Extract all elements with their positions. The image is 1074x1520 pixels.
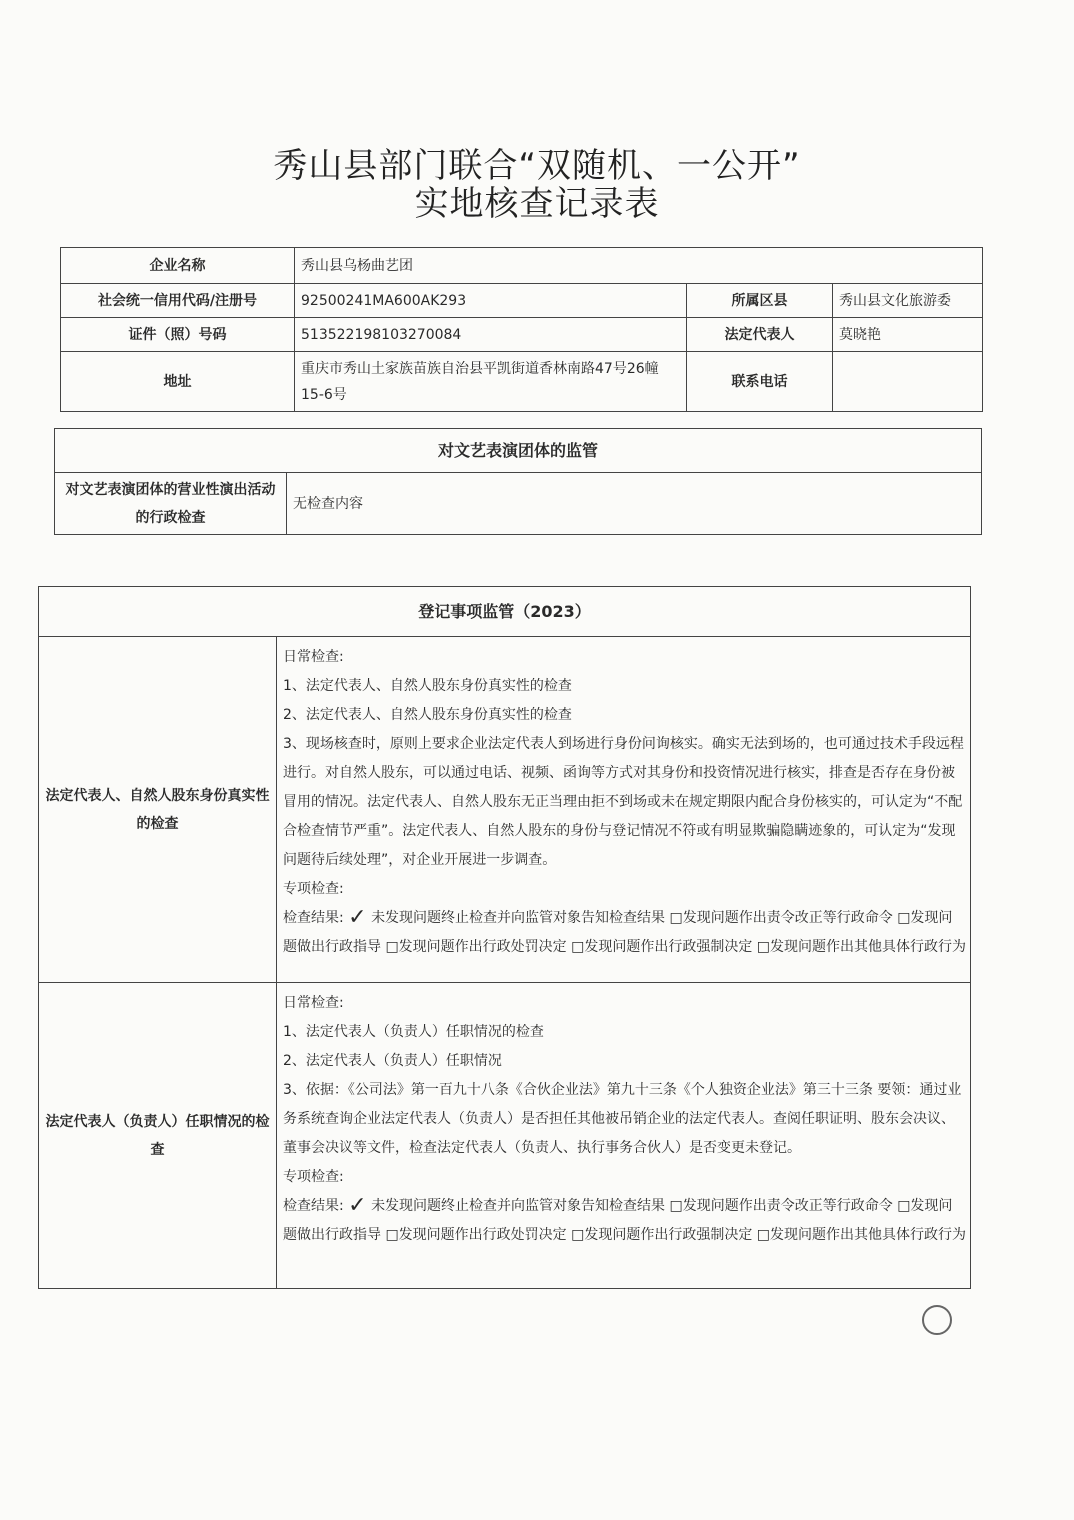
address-value: 重庆市秀山土家族苗族自治县平凯街道香林南路47号26幢15-6号 <box>295 352 687 412</box>
special-check-label: 专项检查: <box>283 1169 344 1185</box>
daily-check-label: 日常检查: <box>283 995 344 1011</box>
address-label: 地址 <box>61 352 295 412</box>
check-point: 1、法定代表人、自然人股东身份真实性的检查 <box>283 678 572 694</box>
identity-check-label: 法定代表人、自然人股东身份真实性的检查 <box>39 637 277 983</box>
check-result-label: 检查结果: <box>283 910 344 926</box>
check-result <box>283 904 966 962</box>
check-point: 3、现场核查时，原则上要求企业法定代表人到场进行身份问询核实。确实无法到场的，也可通过技术手段远程进行。对自然人股东，可以通过电话、视频、函询等方式对其身份和投资情况进行核实，排查是否存在身份被冒用的情况。法定代表人、自然人股东无正当理由拒不到场或未在规定期限内配合身份核实的，可认定为“不配合检查情节严重”。法定代表人、自然人股东的身份与登记情况不符或有明显欺骗隐瞒迹象的，可认定为“发现问题待后续处理”，对企业开展进一步调查。 <box>283 736 964 868</box>
performance-supervision-table <box>54 428 982 535</box>
district-value: 秀山县文化旅游委 <box>833 284 983 318</box>
section2-title: 登记事项监管（2023） <box>39 587 971 637</box>
section1-title: 对文艺表演团体的监管 <box>55 429 982 473</box>
check-result <box>283 1192 966 1250</box>
check-result-label: 检查结果: <box>283 1198 344 1214</box>
check-mark-icon: ✓ <box>348 1193 367 1218</box>
enterprise-name-value: 秀山县乌杨曲艺团 <box>295 248 983 284</box>
identity-check-content <box>277 637 971 983</box>
round-seal-icon <box>922 1305 952 1335</box>
document-title-line2: 实地核查记录表 <box>414 184 660 224</box>
check-point: 3、依据：《公司法》第一百九十八条《合伙企业法》第九十三条《个人独资企业法》第三十三条 要领：通过业务系统查询企业法定代表人（负责人）是否担任其他被吊销企业的法定代表人。查阅任职证明、股东会决议、董事会决议等文件，检查法定代表人（负责人、执行事务合伙人）是否变更未登记。 <box>283 1082 962 1156</box>
check-mark-icon: ✓ <box>348 905 367 930</box>
phone-value <box>833 352 983 412</box>
legal-rep-value: 莫晓艳 <box>833 318 983 352</box>
check-point: 2、法定代表人、自然人股东身份真实性的检查 <box>283 707 572 723</box>
check-result-options: 未发现问题终止检查并向监管对象告知检查结果 □发现问题作出责令改正等行政命令 □发现问题做出行政指导 □发现问题作出行政处罚决定 □发现问题作出行政强制决定 □发现问题作出其他具体行政行为 <box>283 1198 967 1243</box>
check-point: 1、法定代表人（负责人）任职情况的检查 <box>283 1024 544 1040</box>
section1-item-label: 对文艺表演团体的营业性演出活动的行政检查 <box>55 473 287 535</box>
tenure-check-content <box>277 983 971 1289</box>
id-number-value: 513522198103270084 <box>295 318 687 352</box>
phone-label: 联系电话 <box>687 352 833 412</box>
section1-item-value: 无检查内容 <box>287 473 982 535</box>
district-label: 所属区县 <box>687 284 833 318</box>
check-point: 2、法定代表人（负责人）任职情况 <box>283 1053 502 1069</box>
daily-check-label: 日常检查: <box>283 649 344 665</box>
credit-code-label: 社会统一信用代码/注册号 <box>61 284 295 318</box>
registration-supervision-table <box>38 586 971 1289</box>
legal-rep-label: 法定代表人 <box>687 318 833 352</box>
credit-code-value: 92500241MA600AK293 <box>295 284 687 318</box>
enterprise-info-table <box>60 247 983 412</box>
document-title-line1: 秀山县部门联合“双随机、一公开” <box>273 146 801 186</box>
check-result-options: 未发现问题终止检查并向监管对象告知检查结果 □发现问题作出责令改正等行政命令 □发现问题做出行政指导 □发现问题作出行政处罚决定 □发现问题作出行政强制决定 □发现问题作出其他具体行政行为 <box>283 910 967 955</box>
enterprise-name-label: 企业名称 <box>61 248 295 284</box>
special-check-label: 专项检查: <box>283 881 344 897</box>
tenure-check-label: 法定代表人（负责人）任职情况的检查 <box>39 983 277 1289</box>
id-number-label: 证件（照）号码 <box>61 318 295 352</box>
